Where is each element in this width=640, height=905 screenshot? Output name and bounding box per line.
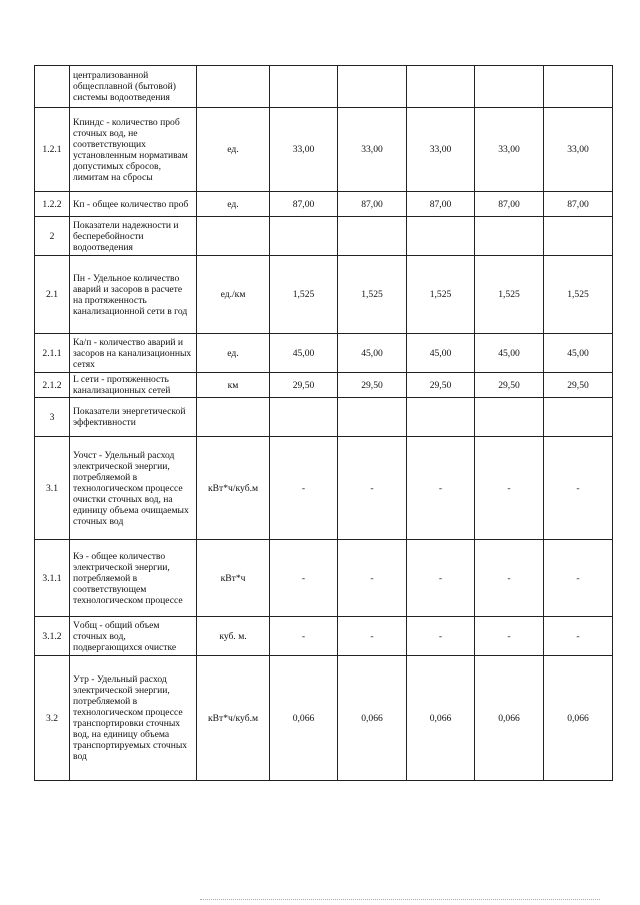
value-cell — [407, 66, 475, 108]
row-number-cell: 3.1 — [35, 437, 70, 540]
value-cell: - — [475, 540, 544, 617]
indicator-name-cell: Кэ - общее количество электрической энергии, потребляемой в соответствующем технологическом процессе — [70, 540, 197, 617]
value-cell — [475, 398, 544, 437]
table-row — [35, 373, 613, 398]
value-cell: - — [338, 617, 407, 656]
value-cell: 87,00 — [407, 192, 475, 217]
value-cell: 0,066 — [475, 656, 544, 781]
indicator-name-cell: Показатели надежности и бесперебойности водоотведения — [70, 217, 197, 256]
table-row — [35, 217, 613, 256]
value-cell: 87,00 — [270, 192, 338, 217]
indicator-name-cell: Пн - Удельное количество аварий и засоров в расчете на протяженность канализационной сети в год — [70, 256, 197, 334]
value-cell: - — [407, 437, 475, 540]
value-cell: 33,00 — [270, 108, 338, 192]
value-cell: 1,525 — [475, 256, 544, 334]
table-row — [35, 108, 613, 192]
value-cell — [338, 217, 407, 256]
unit-cell — [197, 398, 270, 437]
value-cell: - — [338, 437, 407, 540]
value-cell: 1,525 — [544, 256, 613, 334]
indicator-name-cell: Показатели энергетической эффективности — [70, 398, 197, 437]
indicator-name-cell: Кп - общее количество проб — [70, 192, 197, 217]
table-row — [35, 334, 613, 373]
unit-cell — [197, 217, 270, 256]
table-row — [35, 656, 613, 781]
value-cell: 29,50 — [338, 373, 407, 398]
value-cell: - — [475, 617, 544, 656]
unit-cell: куб. м. — [197, 617, 270, 656]
unit-cell: ед. — [197, 334, 270, 373]
value-cell: 45,00 — [475, 334, 544, 373]
value-cell: - — [270, 540, 338, 617]
value-cell — [475, 66, 544, 108]
table-row — [35, 437, 613, 540]
value-cell: - — [544, 540, 613, 617]
table-row — [35, 256, 613, 334]
value-cell: 33,00 — [544, 108, 613, 192]
indicator-name-cell: Vобщ - общий объем сточных вод, подвергающихся очистке — [70, 617, 197, 656]
value-cell — [270, 66, 338, 108]
value-cell: - — [475, 437, 544, 540]
value-cell — [544, 66, 613, 108]
value-cell — [407, 217, 475, 256]
value-cell: 45,00 — [407, 334, 475, 373]
value-cell: 29,50 — [407, 373, 475, 398]
indicator-name-cell: Уочст - Удельный расход электрической энергии, потребляемой в технологическом процессе очистки сточных вод, на единицу объема очищаемых сточных вод — [70, 437, 197, 540]
value-cell: - — [338, 540, 407, 617]
value-cell: 29,50 — [270, 373, 338, 398]
value-cell: - — [270, 437, 338, 540]
row-number-cell: 3.1.1 — [35, 540, 70, 617]
row-number-cell — [35, 66, 70, 108]
value-cell: 0,066 — [338, 656, 407, 781]
table-body — [35, 66, 613, 781]
value-cell: 1,525 — [270, 256, 338, 334]
indicator-name-cell: Кпиндс - количество проб сточных вод, не соответствующих установленным нормативам допустимых сбросов, лимитам на сбросы — [70, 108, 197, 192]
value-cell: - — [407, 617, 475, 656]
value-cell: 29,50 — [475, 373, 544, 398]
value-cell — [270, 398, 338, 437]
value-cell: 87,00 — [544, 192, 613, 217]
unit-cell: ед./км — [197, 256, 270, 334]
value-cell — [338, 398, 407, 437]
indicator-name-cell: Утр - Удельный расход электрической энергии, потребляемой в технологическом процессе транспортировки сточных вод, на единицу объема транспортируемых сточных вод — [70, 656, 197, 781]
value-cell — [544, 217, 613, 256]
value-cell: 45,00 — [544, 334, 613, 373]
indicator-name-cell: Ка/п - количество аварий и засоров на канализационных сетях — [70, 334, 197, 373]
value-cell: 1,525 — [407, 256, 475, 334]
table-row — [35, 192, 613, 217]
indicator-name-cell: централизованной общесплавной (бытовой) системы водоотведения — [70, 66, 197, 108]
page-bottom-dotted-line — [200, 899, 600, 900]
row-number-cell: 2.1.1 — [35, 334, 70, 373]
value-cell: - — [270, 617, 338, 656]
value-cell: 0,066 — [270, 656, 338, 781]
unit-cell: кВт*ч/куб.м — [197, 656, 270, 781]
value-cell: 33,00 — [407, 108, 475, 192]
value-cell: 45,00 — [338, 334, 407, 373]
value-cell: 29,50 — [544, 373, 613, 398]
table-row — [35, 617, 613, 656]
value-cell: 87,00 — [338, 192, 407, 217]
table-row — [35, 66, 613, 108]
unit-cell — [197, 66, 270, 108]
row-number-cell: 1.2.2 — [35, 192, 70, 217]
row-number-cell: 3.2 — [35, 656, 70, 781]
value-cell — [407, 398, 475, 437]
row-number-cell: 1.2.1 — [35, 108, 70, 192]
row-number-cell: 3 — [35, 398, 70, 437]
unit-cell: км — [197, 373, 270, 398]
value-cell: - — [544, 617, 613, 656]
unit-cell: кВт*ч/куб.м — [197, 437, 270, 540]
value-cell: 33,00 — [475, 108, 544, 192]
value-cell: 87,00 — [475, 192, 544, 217]
value-cell — [270, 217, 338, 256]
value-cell: 1,525 — [338, 256, 407, 334]
unit-cell: ед. — [197, 192, 270, 217]
table-row — [35, 540, 613, 617]
unit-cell: ед. — [197, 108, 270, 192]
row-number-cell: 3.1.2 — [35, 617, 70, 656]
value-cell: 0,066 — [544, 656, 613, 781]
unit-cell: кВт*ч — [197, 540, 270, 617]
row-number-cell: 2.1 — [35, 256, 70, 334]
value-cell: - — [544, 437, 613, 540]
value-cell — [475, 217, 544, 256]
value-cell: 45,00 — [270, 334, 338, 373]
value-cell: 0,066 — [407, 656, 475, 781]
value-cell: - — [407, 540, 475, 617]
indicator-name-cell: L сети - протяженность канализационных сетей — [70, 373, 197, 398]
table-row — [35, 398, 613, 437]
value-cell — [544, 398, 613, 437]
row-number-cell: 2.1.2 — [35, 373, 70, 398]
value-cell: 33,00 — [338, 108, 407, 192]
indicators-table — [34, 65, 613, 781]
value-cell — [338, 66, 407, 108]
row-number-cell: 2 — [35, 217, 70, 256]
